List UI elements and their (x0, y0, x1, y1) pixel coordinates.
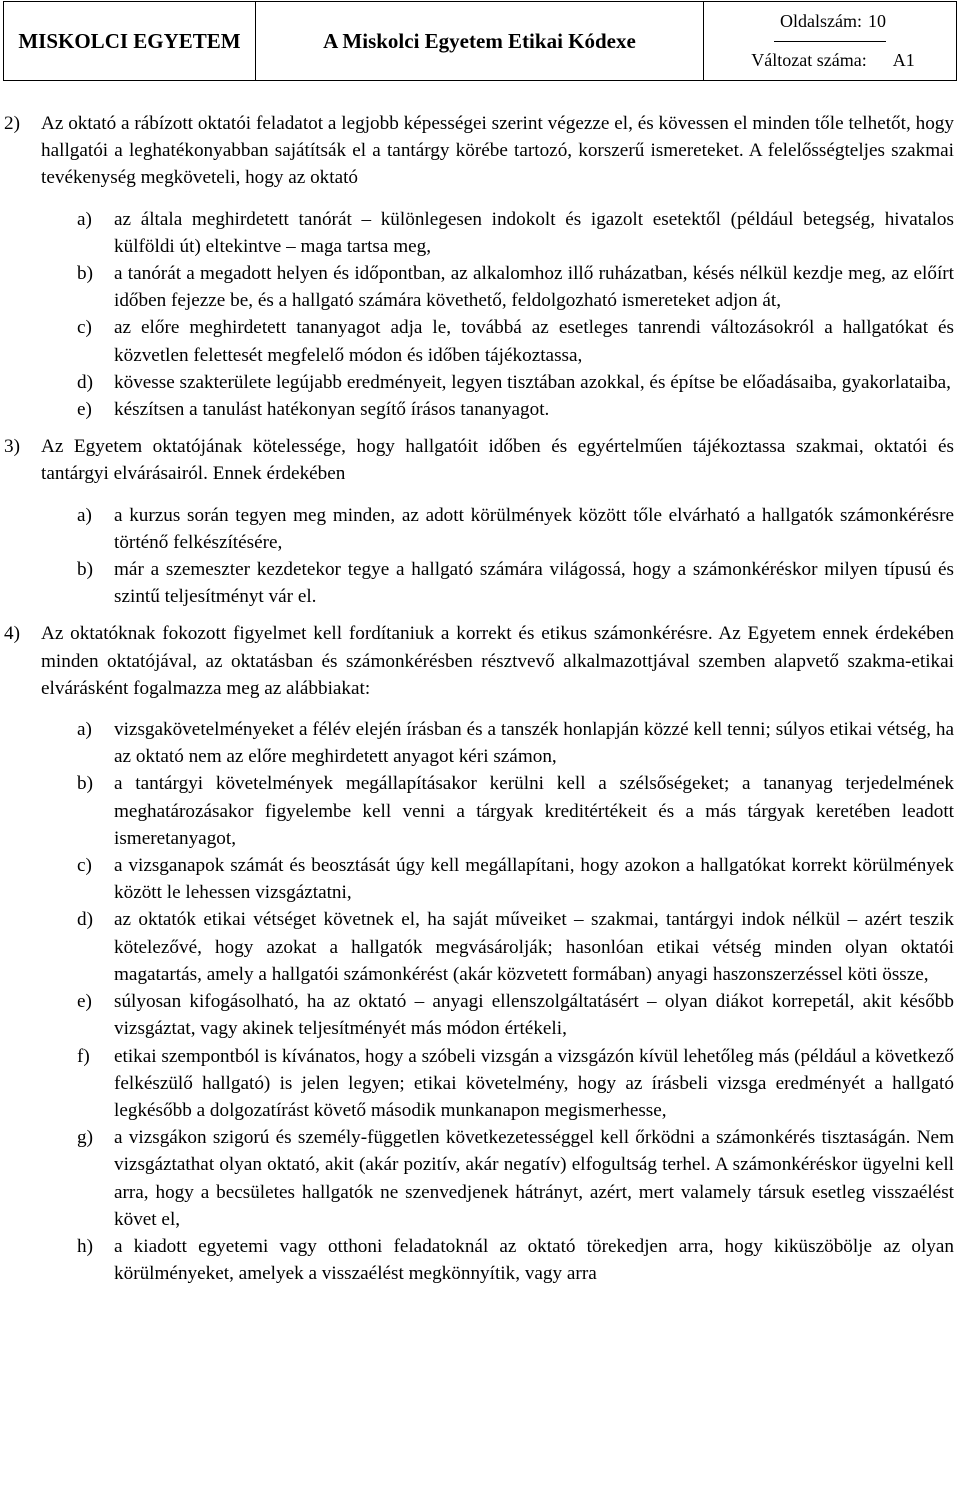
item-letter: d) (77, 909, 93, 931)
item-text: már a szemeszter kezdetekor tegye a hallgató számára világossá, hogy a számonkéréskor milyen típusú és szintű teljesítményt vár el. (114, 559, 954, 608)
list-item (0, 206, 960, 260)
page-info (704, 2, 956, 80)
document-title: A Miskolci Egyetem Etikai Kódexe (256, 2, 704, 80)
university-name: MISKOLCI EGYETEM (4, 2, 256, 80)
item-text: etikai szempontból is kívánatos, hogy a szóbeli vizsgán a vizsgázón kívül lehetőleg más (például a következő felkészülő hallgató) is jelen legyen; etikai követelmény, hogy az írásbeli vizsga eredményét a hallgató legkésőbb a dolgozatírást követő második munkanapon megismerhesse, (114, 1045, 954, 1121)
list-item (0, 556, 960, 610)
item-letter: h) (77, 1235, 93, 1257)
section-number: 2) (4, 113, 20, 134)
list-item (0, 502, 960, 556)
list-item (0, 906, 960, 988)
item-letter: b) (77, 559, 93, 581)
item-text: a vizsganapok számát és beosztását úgy kell megállapítani, hogy azokon a hallgatókat korrekt körülmények között le lehessen vizsgáztatni, (114, 855, 954, 904)
list-item (0, 852, 960, 906)
item-letter: a) (77, 504, 92, 526)
section-number: 3) (4, 436, 20, 458)
item-letter: e) (77, 991, 92, 1013)
item-text: az általa meghirdetett tanórát – különlegesen indokolt és igazolt esetektől (például betegség, hivatalos külföldi út) eltekintve – maga tartsa meg, (114, 208, 954, 257)
section-text: Az Egyetem oktatójának kötelessége, hogy hallgatóit időben és egyértelműen tájékoztassa szakmai, oktatói és tantárgyi elvárásairól. Ennek érdekében (41, 436, 954, 485)
section-text: Az oktató a rábízott oktatói feladatot a legjobb képességei szerint végezze el, és kövessen el minden tőle telhetőt, hogy hallgatói a leghatékonyabban sajátítsák el a tantárgy körébe tartozó, korszerű ismereteket. A felelősségteljes szakmai tevékenység megköveteli, hogy az oktató (41, 113, 954, 189)
item-text: a kiadott egyetemi vagy otthoni feladatoknál az oktató törekedjen arra, hogy kiküszöbölje az olyan körülményeket, amelyek a visszaélést megkönnyítik, vagy arra (114, 1235, 954, 1285)
section-number: 4) (4, 623, 20, 645)
item-letter: g) (77, 1127, 93, 1149)
item-letter: f) (77, 1045, 90, 1067)
item-text: a tanórát a megadott helyen és időpontban, az alkalomhoz illő ruházatban, késés nélkül kezdje meg, az előírt időben fejezze be, és a hallgató számára követhető, feldolgozható ismereteket adjon át, (114, 263, 954, 312)
item-letter: a) (77, 208, 92, 230)
section-paragraph (0, 110, 960, 192)
list-item (0, 1233, 960, 1287)
list-item (0, 716, 960, 770)
version-value: A1 (892, 50, 915, 71)
section-list (0, 206, 960, 424)
list-item (0, 988, 960, 1042)
item-letter: b) (77, 263, 93, 285)
version-label: Változat száma: (751, 50, 867, 71)
item-text: a tantárgyi követelmények megállapításakor kerülni kell a szélsőségeket; a tananyag terjedelmének meghatározásakor figyelembe kell venni a tárgyak kreditértékeit és a más tárgyak keretében leadott ismeretanyagot, (114, 773, 954, 849)
item-text: készítsen a tanulást hatékonyan segítő írásos tananyagot. (114, 399, 550, 421)
list-item (0, 1043, 960, 1125)
document-body (0, 110, 960, 1287)
page-header (3, 1, 957, 81)
item-text: a kurzus során tegyen meg minden, az adott körülmények között tőle elvárható a hallgatók számonkérésre történő felkészítésére, (114, 504, 954, 553)
section-paragraph (0, 433, 960, 487)
item-text: az előre meghirdetett tananyagot adja le, továbbá az esetleges tanrendi változásokról a hallgatókat és közvetlen felettesét megfelelő módon és időben tájékoztassa, (114, 317, 954, 366)
item-text: vizsgakövetelményeket a félév elején írásban és a tanszék honlapján közzé kell tenni; súlyos etikai vétség, ha az oktató nem az előre meghirdetett anyagot kéri számon, (114, 719, 954, 768)
item-letter: c) (77, 855, 92, 877)
page-number: 10 (867, 10, 886, 31)
section-paragraph (0, 620, 960, 702)
item-letter: d) (77, 371, 93, 393)
list-item (0, 1124, 960, 1233)
list-item (0, 260, 960, 314)
section-list (0, 502, 960, 611)
list-item (0, 770, 960, 852)
list-item (0, 314, 960, 368)
version-row (745, 42, 914, 81)
item-letter: e) (77, 399, 92, 421)
item-text: a vizsgákon szigorú és személy-független következetességgel kell őrködni a számonkérés tisztaságán. Nem vizsgáztathat olyan oktató, akit (akár pozitív, akár negatív) elfogultság terhel. A számonkéréskor ügyelni kell arra, hogy a becsületes hallgatók ne szenvedjenek hátrányt, azért, mert valamely társuk esetleg visszaélést követ el, (114, 1127, 954, 1230)
item-text: az oktatók etikai vétséget követnek el, ha saját műveiket – szakmai, tantárgyi indok nélkül – azért teszik kötelezővé, hogy azokat a hallgatók megvásárolják; hasonlóan etikai vétség minden olyan oktatói magatartás, amely a hallgatói számonkérést (akár közvetett formában) anyagi haszonszerzéssel köti össze, (114, 909, 954, 985)
section-text: Az oktatóknak fokozott figyelmet kell fordítaniuk a korrekt és etikus számonkérésre. Az Egyetem ennek érdekében minden oktatójával, az oktatásban és számonkérésben résztvevő alkalmazottjával szemben alapvető szakma-etikai elvárásként fogalmazza meg az alábbiakat: (41, 623, 954, 699)
page-number-row (774, 2, 886, 42)
page-number-label: Oldalszám: (780, 10, 862, 31)
item-text: súlyosan kifogásolható, ha az oktató – anyagi ellenszolgáltatásért – olyan diákot korrepetál, akit később vizsgáztat, vagy akinek teljesítményét más módon értékeli, (114, 991, 954, 1040)
item-letter: a) (77, 719, 92, 741)
section-list (0, 716, 960, 1287)
list-item (0, 369, 960, 396)
item-letter: b) (77, 773, 93, 795)
item-letter: c) (77, 317, 92, 339)
item-text: kövesse szakterülete legújabb eredményeit, legyen tisztában azokkal, és építse be előadásaiba, gyakorlataiba, (114, 371, 951, 393)
list-item (0, 396, 960, 423)
